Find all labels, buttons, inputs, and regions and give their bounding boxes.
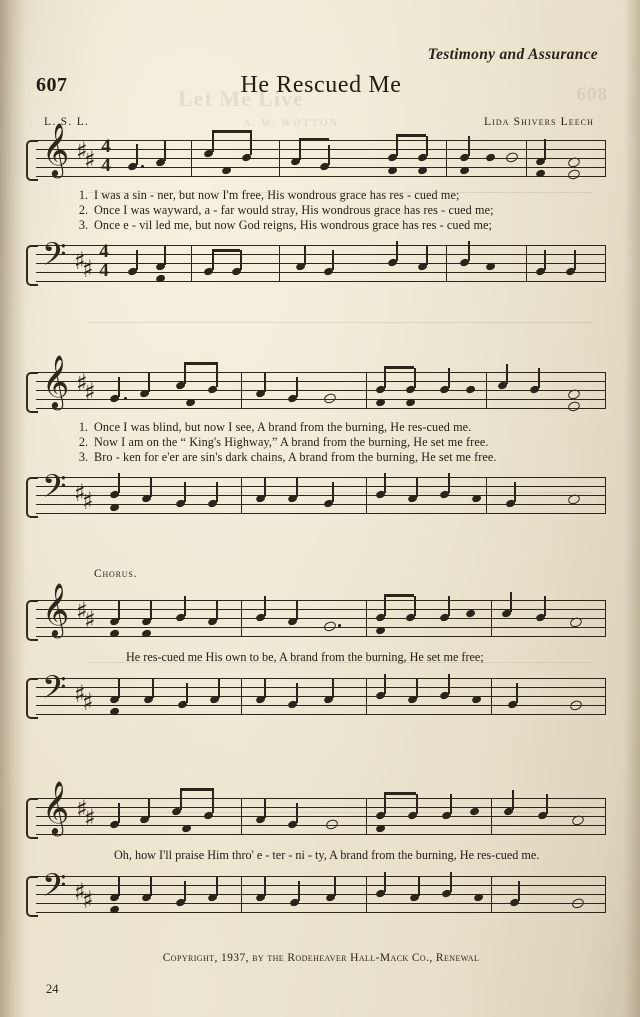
lyric-line — [36, 203, 606, 218]
stave-treble-4 — [36, 780, 606, 838]
verse-number: 1. — [78, 188, 88, 202]
stave-bass-1 — [36, 236, 606, 285]
key-signature: ♯ — [84, 606, 96, 634]
key-signature: ♯ — [84, 378, 96, 406]
page-number: 24 — [46, 982, 59, 996]
lyric-line — [36, 218, 606, 233]
music-system-3 — [36, 568, 606, 718]
stanza-two-lyrics — [36, 420, 606, 465]
composer-name: Lida Shivers Leech — [484, 116, 594, 128]
stave-block-bass-1 — [36, 236, 606, 285]
copyright-notice: Copyright, 1937, by the Rodeheaver Hall-Mack Co., Renewal — [162, 952, 480, 964]
key-signature: ♯ — [76, 369, 88, 397]
system-brace — [26, 245, 38, 286]
system-brace — [26, 600, 38, 641]
chorus-label: Chorus. — [94, 568, 138, 580]
stave-block-bass-3 — [36, 669, 606, 718]
right-edge-shadow — [624, 0, 640, 1017]
bleed-title: Let Me Live — [178, 86, 304, 111]
music-system-4 — [36, 780, 606, 916]
bass-clef-icon: 𝄢 — [42, 867, 67, 911]
system-brace — [26, 140, 38, 181]
stave-block-treble-4 — [36, 780, 606, 838]
page-content — [36, 24, 606, 996]
verse-text: I was a sin - ner, but now I'm free, His wondrous grace has res - cued me; — [94, 188, 460, 202]
system-brace — [26, 798, 38, 839]
treble-clef-icon: 𝄞 — [42, 122, 70, 176]
verse-text: Once e - vil led me, but now God reigns, His wondrous grace has res - cued me; — [94, 218, 493, 232]
page-title: He Rescued Me — [240, 72, 402, 98]
system-brace — [26, 372, 38, 413]
chorus-lyrics-line-1 — [36, 650, 606, 666]
time-signature-top: 4 — [99, 241, 109, 262]
key-signature: ♯ — [74, 878, 86, 906]
bleed-byline: A. W. WOTTON — [243, 118, 339, 129]
lyric-line — [36, 420, 606, 435]
key-signature: ♯ — [76, 597, 88, 625]
stave-bass-3 — [36, 669, 606, 718]
treble-clef-icon: 𝄞 — [42, 582, 70, 636]
bass-clef-icon: 𝄢 — [42, 236, 67, 280]
verse-number: 1. — [78, 420, 88, 434]
time-signature-top: 4 — [101, 136, 111, 157]
lyric-line — [36, 450, 606, 465]
system-brace — [26, 876, 38, 917]
chorus-text: He res-cued me His own to be, A brand from the burning, He set me free; — [126, 650, 484, 664]
lyric-line — [36, 435, 606, 450]
key-signature: ♯ — [84, 146, 96, 174]
verse-text: Once I was wayward, a - far would stray, His wondrous grace has res - cued me; — [94, 203, 494, 217]
key-signature: ♯ — [76, 795, 88, 823]
key-signature: ♯ — [84, 804, 96, 832]
key-signature: ♯ — [82, 688, 94, 716]
key-signature: ♯ — [82, 255, 94, 283]
stave-block-bass-2 — [36, 468, 606, 517]
verse-text: Bro - ken for e'er are sin's dark chains, A brand from the burning, He set me free. — [94, 450, 497, 464]
verse-number: 3. — [78, 218, 88, 232]
stave-treble-2 — [36, 354, 606, 412]
stave-block-bass-4 — [36, 867, 606, 916]
key-signature: ♯ — [76, 137, 88, 165]
music-system-2 — [36, 354, 606, 517]
treble-clef-icon: 𝄞 — [42, 354, 70, 408]
verse-number: 2. — [78, 203, 88, 217]
stanza-one-lyrics — [36, 188, 606, 233]
chorus-lyrics-line-2 — [36, 848, 606, 864]
system-brace — [26, 477, 38, 518]
key-signature: ♯ — [74, 680, 86, 708]
treble-clef-icon: 𝄞 — [42, 780, 70, 834]
system-brace — [26, 678, 38, 719]
time-signature-bottom: 4 — [99, 260, 109, 281]
bleed-number: 608 — [576, 84, 608, 105]
key-signature: ♯ — [82, 487, 94, 515]
author-initials: L. S. L. — [44, 116, 90, 128]
stave-block-treble-2 — [36, 354, 606, 412]
key-signature: ♯ — [74, 479, 86, 507]
stave-bass-4 — [36, 867, 606, 916]
chorus-text: Oh, how I'll praise Him thro' e - ter - ni - ty, A brand from the burning, He res-cued me. — [114, 848, 540, 862]
verse-text: Once I was blind, but now I see, A brand from the burning, He res-cued me. — [94, 420, 472, 434]
key-signature: ♯ — [82, 886, 94, 914]
verse-number: 2. — [78, 435, 88, 449]
time-signature-bottom: 4 — [101, 155, 111, 176]
bass-clef-icon: 𝄢 — [42, 468, 67, 512]
hymn-number: 607 — [36, 74, 68, 96]
bass-clef-icon: 𝄢 — [42, 669, 67, 713]
stave-bass-2 — [36, 468, 606, 517]
stave-treble-3 — [36, 582, 606, 640]
lyric-line — [36, 188, 606, 203]
verse-number: 3. — [78, 450, 88, 464]
running-head: Testimony and Assurance — [427, 46, 598, 63]
stave-block-treble-3 — [36, 582, 606, 640]
key-signature: ♯ — [74, 247, 86, 275]
verse-text: Now I am on the “ King's Highway,” A brand from the burning, He set me free. — [94, 435, 489, 449]
